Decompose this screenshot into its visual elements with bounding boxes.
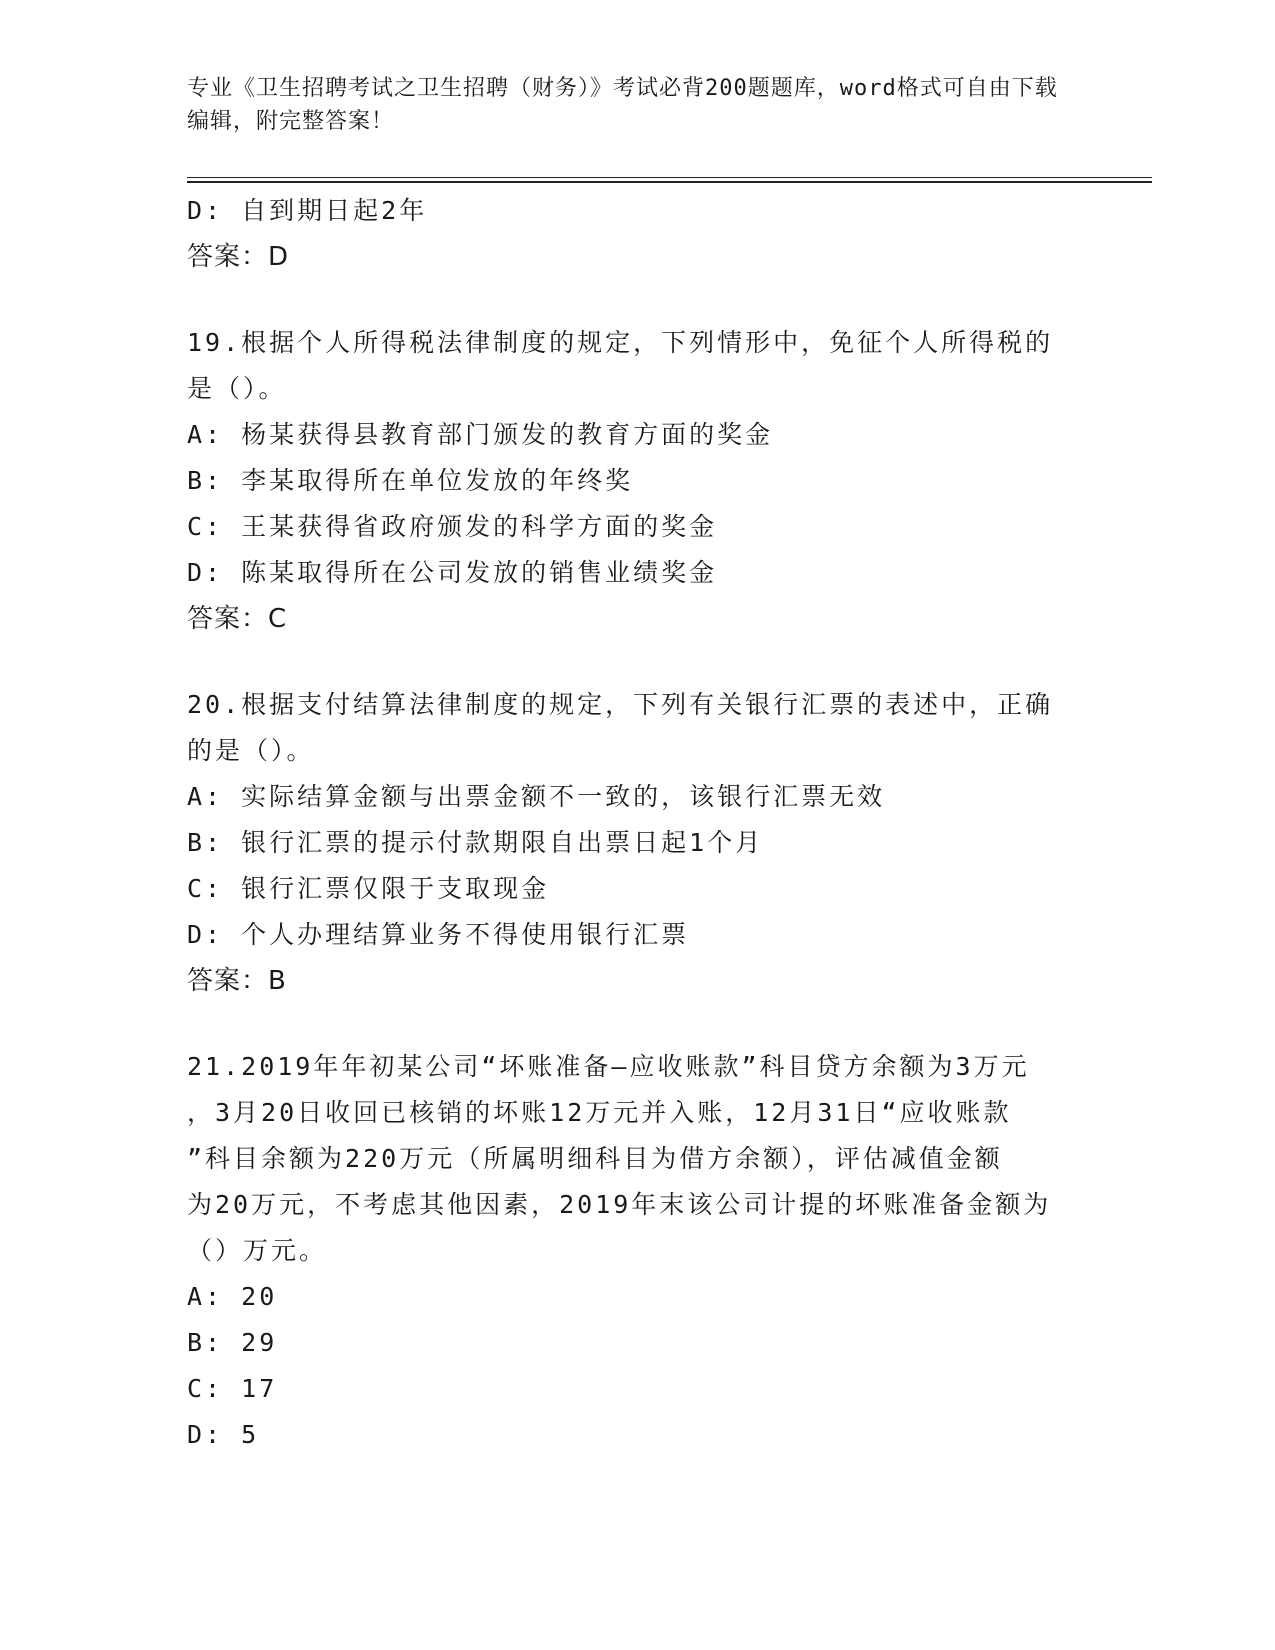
question-20 xyxy=(187,682,1087,1004)
option-a: A: 实际结算金额与出票金额不一致的，该银行汇票无效 xyxy=(187,782,886,811)
question-stem: 20.根据支付结算法律制度的规定，下列有关银行汇票的表述中，正确 xyxy=(187,690,1054,719)
question-19 xyxy=(187,320,1087,642)
option-b: B: 29 xyxy=(187,1328,278,1357)
option-d: D: 个人办理结算业务不得使用银行汇票 xyxy=(187,920,690,949)
question-stem: 的是（）。 xyxy=(187,736,315,765)
option-d: D: 5 xyxy=(187,1420,260,1449)
option-c: C: 17 xyxy=(187,1374,278,1403)
spacer xyxy=(187,1004,1087,1044)
document-body xyxy=(187,188,1087,1458)
answer: 答案：B xyxy=(187,966,287,996)
question-stem: 19.根据个人所得税法律制度的规定，下列情形中，免征个人所得税的 xyxy=(187,328,1054,357)
question-stem: 为20万元，不考虑其他因素，2019年末该公司计提的坏账准备金额为 xyxy=(187,1190,1052,1219)
answer: 答案：C xyxy=(187,604,288,634)
option-a: A: 20 xyxy=(187,1282,278,1311)
spacer xyxy=(187,280,1087,320)
question-21 xyxy=(187,1044,1087,1458)
document-header: 专业《卫生招聘考试之卫生招聘（财务）》考试必背200题题库，word格式可自由下载编辑，附完整答案！ xyxy=(187,76,1058,134)
option-c: C: 银行汇票仅限于支取现金 xyxy=(187,874,550,903)
header-rule-thin xyxy=(187,177,1152,178)
option-b: B: 银行汇票的提示付款期限自出票日起1个月 xyxy=(187,828,764,857)
question-stem: 21.2019年年初某公司“坏账准备—应收账款”科目贷方余额为3万元 xyxy=(187,1052,1030,1081)
option-c: C: 王某获得省政府颁发的科学方面的奖金 xyxy=(187,512,718,541)
spacer xyxy=(187,642,1087,682)
question-stem: ，3月20日收回已核销的坏账12万元并入账，12月31日“应收账款 xyxy=(187,1098,1012,1127)
option-a: A: 杨某获得县教育部门颁发的教育方面的奖金 xyxy=(187,420,774,449)
prev-option-d: D: 自到期日起2年 xyxy=(187,196,428,225)
option-d: D: 陈某取得所在公司发放的销售业绩奖金 xyxy=(187,558,718,587)
question-stem: ”科目余额为220万元（所属明细科目为借方余额），评估减值金额 xyxy=(187,1144,1003,1173)
prev-answer: 答案：D xyxy=(187,242,290,272)
header-rule-thick xyxy=(187,181,1152,183)
option-b: B: 李某取得所在单位发放的年终奖 xyxy=(187,466,634,495)
question-stem: （）万元。 xyxy=(187,1236,328,1265)
question-stem: 是（）。 xyxy=(187,374,287,403)
